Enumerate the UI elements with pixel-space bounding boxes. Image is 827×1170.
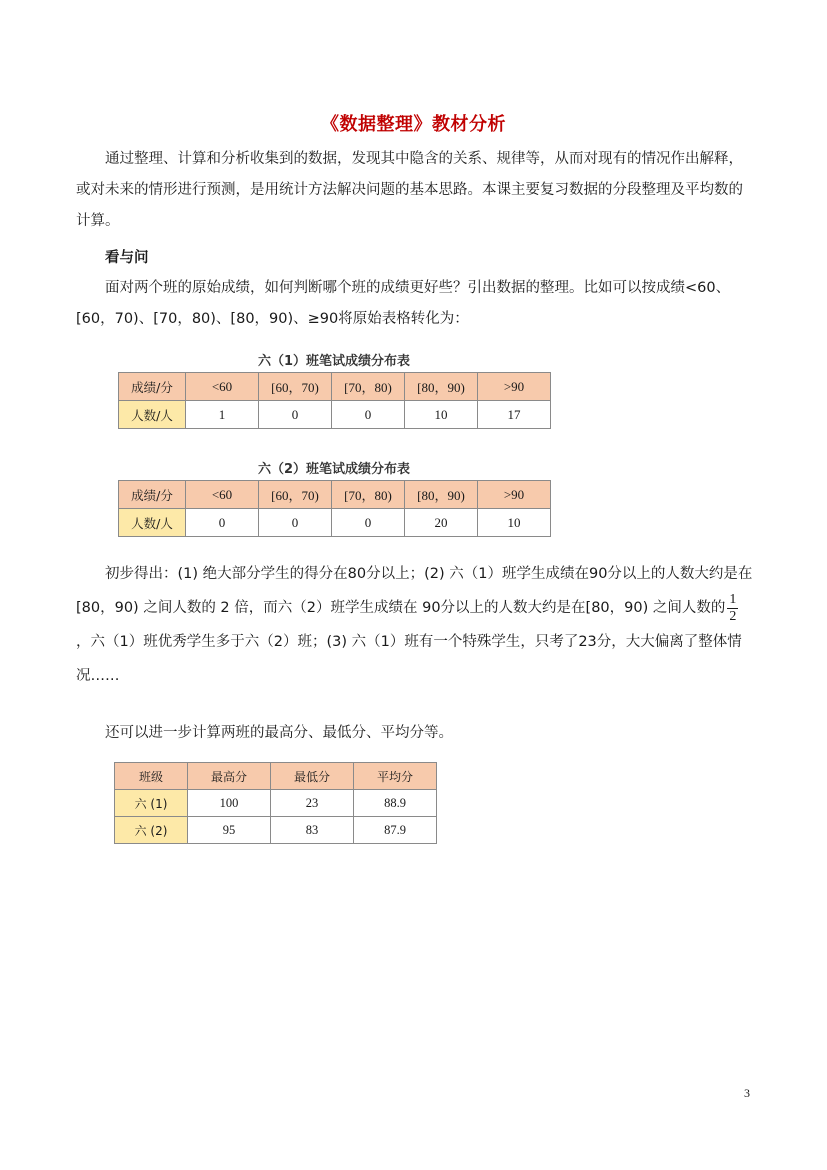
page-number: 3: [744, 1086, 750, 1100]
table1: [118, 372, 551, 429]
table1-row: [119, 401, 551, 429]
fraction-denominator: 2: [729, 608, 737, 624]
table1-caption: 六（1）班笔试成绩分布表: [257, 354, 411, 369]
stats-header-row: [115, 763, 437, 790]
para-3-text-b: ，六（1）班优秀学生多于六（2）班；(3) 六（1）班有一个特殊学生，只考了23分，大大偏离了整体情况……: [76, 634, 742, 684]
table-cell: 83: [271, 817, 354, 844]
fraction-numerator: 1: [729, 591, 737, 607]
table-row-label: 人数/人: [119, 509, 186, 537]
table-row-label: 六 (2): [115, 817, 188, 844]
table-header-cell: <60: [186, 481, 259, 509]
table-header-cell: >90: [478, 481, 551, 509]
table-header-cell: [70，80): [332, 373, 405, 401]
table-header-cell: 最低分: [271, 763, 354, 790]
stats-row: [115, 790, 437, 817]
table-cell: 0: [259, 509, 332, 537]
stats-table: [114, 762, 437, 844]
table-cell: 0: [332, 401, 405, 429]
intro-paragraph: [76, 144, 754, 237]
table-header-cell: [60，70): [259, 481, 332, 509]
fraction-one-half: [727, 592, 738, 625]
para-2: [76, 273, 754, 335]
table-cell: 95: [188, 817, 271, 844]
stats-row: [115, 817, 437, 844]
table-header-cell: 成绩/分: [119, 373, 186, 401]
table-cell: 100: [188, 790, 271, 817]
table-header-cell: [70，80): [332, 481, 405, 509]
para-3-text-a: 初步得出：(1) 绝大部分学生的得分在80分以上；(2) 六（1）班学生成绩在90分以上的人数大约是在[80，90) 之间人数的 2 倍，而六（2）班学生成绩在 90分以上的人数大约是在[80，90) 之间人数的: [76, 566, 753, 616]
table2-row: [119, 509, 551, 537]
table-cell: 88.9: [354, 790, 437, 817]
table-header-cell: 班级: [115, 763, 188, 790]
table-header-cell: [80，90): [405, 373, 478, 401]
table-row-label: 六 (1): [115, 790, 188, 817]
intro-text: 通过整理、计算和分析收集到的数据，发现其中隐含的关系、规律等，从而对现有的情况作出解释，或对未来的情形进行预测，是用统计方法解决问题的基本思路。本课主要复习数据的分段整理及平均数的计算。: [76, 151, 743, 229]
section-heading: 看与问: [105, 250, 149, 266]
table2-caption: 六（2）班笔试成绩分布表: [257, 462, 411, 477]
table-row-label: 人数/人: [119, 401, 186, 429]
table1-header-row: [119, 373, 551, 401]
table-cell: 10: [405, 401, 478, 429]
document-title: 《数据整理》教材分析: [321, 114, 506, 135]
table-header-cell: [60，70): [259, 373, 332, 401]
table-header-cell: 平均分: [354, 763, 437, 790]
table-header-cell: 最高分: [188, 763, 271, 790]
table-cell: 17: [478, 401, 551, 429]
table-cell: 23: [271, 790, 354, 817]
para-2-text: 面对两个班的原始成绩，如何判断哪个班的成绩更好些？引出数据的整理。比如可以按成绩<60、[60，70)、[70，80)、[80，90)、≥90将原始表格转化为：: [76, 280, 731, 327]
para-3: [76, 557, 754, 693]
table-cell: 87.9: [354, 817, 437, 844]
table-header-cell: <60: [186, 373, 259, 401]
table2-header-row: [119, 481, 551, 509]
table-cell: 0: [332, 509, 405, 537]
para-4: [76, 718, 754, 749]
table-cell: 0: [259, 401, 332, 429]
para-4-text: 还可以进一步计算两班的最高分、最低分、平均分等。: [105, 725, 453, 741]
table-cell: 10: [478, 509, 551, 537]
table-cell: 1: [186, 401, 259, 429]
table-header-cell: [80，90): [405, 481, 478, 509]
table-cell: 0: [186, 509, 259, 537]
table-header-cell: >90: [478, 373, 551, 401]
table-cell: 20: [405, 509, 478, 537]
table-header-cell: 成绩/分: [119, 481, 186, 509]
table2: [118, 480, 551, 537]
